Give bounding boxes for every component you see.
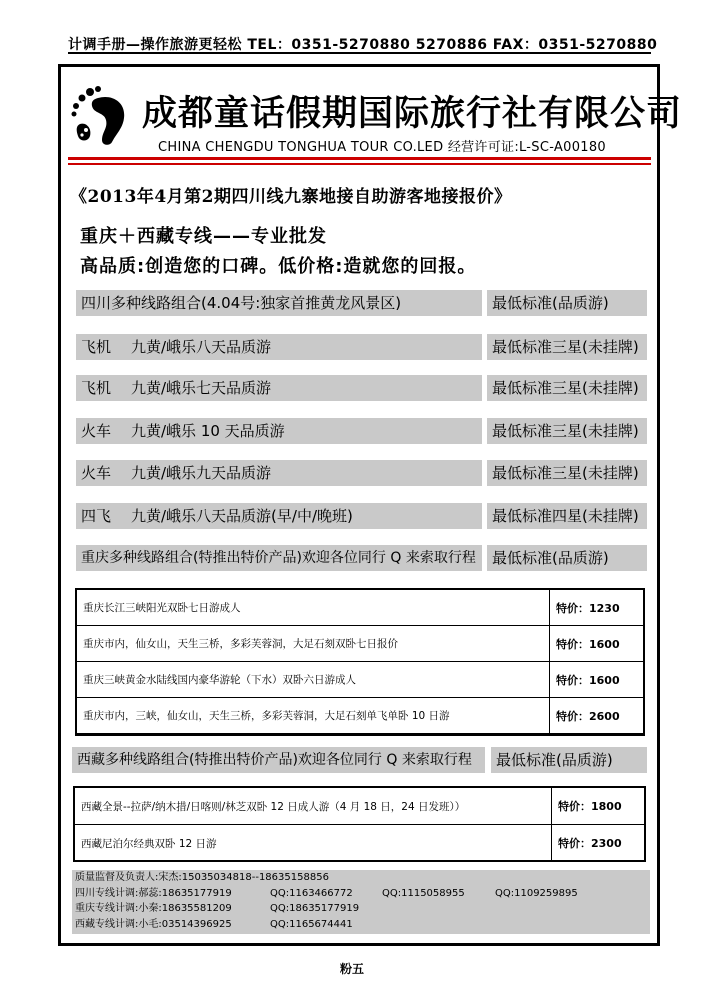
table-row — [75, 788, 645, 825]
header-contact-line: 计调手册—操作旅游更轻松 TEL：0351-5270880 5270886 FAX：0351-5270880 — [68, 34, 651, 54]
route-label: 九黄/峨乐九天品质游 — [131, 464, 272, 482]
price-cell: 特价：1230 — [550, 590, 644, 626]
contact-qq: QQ:18635177919 — [270, 903, 360, 914]
sichuan-row — [76, 334, 482, 360]
contact-qq: QQ:1165674441 — [270, 918, 353, 930]
contact-qq: QQ:1115058955 — [382, 887, 465, 899]
sichuan-row-std: 最低标准三星(未挂牌) — [487, 418, 647, 444]
price-cell: 特价：1600 — [550, 626, 644, 662]
contact-line: 西藏专线计调:小毛:03514396925 — [75, 918, 232, 930]
price-cell: 特价：1800 — [552, 788, 645, 825]
slogan-line-1: 重庆＋西藏专线——专业批发 — [80, 226, 327, 247]
transport-label: 四飞 — [81, 507, 112, 525]
contact-qq: QQ:1109259895 — [495, 887, 578, 899]
route-cell: 重庆市内，三峡，仙女山，天生三桥，多彩芙蓉洞，大足石刻单飞单卧 10 日游 — [77, 698, 550, 734]
tibet-price-table — [74, 787, 645, 862]
company-name: 成都童话假期国际旅行社有限公司 — [142, 93, 683, 134]
chongqing-heading: 重庆多种线路组合(特推出特价产品)欢迎各位同行 Q 来索取行程 — [76, 545, 482, 571]
sichuan-heading: 四川多种线路组合(4.04号:独家首推黄龙风景区) — [76, 290, 482, 316]
page-footer: 粉五 — [340, 962, 365, 976]
sichuan-row — [76, 503, 482, 529]
price-cell: 特价：2300 — [552, 825, 645, 862]
sichuan-row-std: 最低标准三星(未挂牌) — [487, 334, 647, 360]
route-label: 九黄/峨乐八天品质游(早/中/晚班) — [131, 507, 353, 525]
chongqing-price-table — [76, 589, 644, 734]
table-row — [77, 698, 644, 734]
red-divider — [68, 163, 651, 165]
contact-row — [72, 886, 650, 902]
transport-label: 飞机 — [81, 379, 112, 397]
contact-line: 重庆专线计调:小秦:18635581209 — [75, 903, 232, 914]
tibet-heading: 西藏多种线路组合(特推出特价产品)欢迎各位同行 Q 来索取行程 — [72, 747, 485, 773]
contact-qq: QQ:1163466772 — [270, 887, 353, 899]
red-divider — [68, 157, 651, 160]
route-label: 九黄/峨乐七天品质游 — [131, 379, 272, 397]
contact-row — [72, 870, 650, 886]
company-english-name: CHINA CHENGDU TONGHUA TOUR CO.LED 经营许可证:L-SC-A00180 — [158, 140, 606, 155]
sichuan-row-std: 最低标准三星(未挂牌) — [487, 375, 647, 401]
sichuan-row — [76, 460, 482, 486]
supervisor-contact: 质量监督及负责人:宋杰:15035034818--18635158856 — [75, 872, 329, 883]
route-cell: 重庆三峡黄金水陆线国内豪华游轮（下水）双卧六日游成人 — [77, 662, 550, 698]
table-row — [77, 662, 644, 698]
contact-row — [72, 901, 650, 917]
page-title: 《2013年4月第2期四川线九寨地接自助游客地接报价》 — [70, 187, 512, 207]
route-label: 九黄/峨乐八天品质游 — [131, 338, 272, 356]
contact-row — [72, 917, 650, 933]
table-row — [75, 825, 645, 862]
route-cell: 西藏全景--拉萨/纳木措/日喀则/林芝双卧 12 日成人游（4 月 18 日，24 日发班）） — [75, 788, 552, 825]
route-cell: 西藏尼泊尔经典双卧 12 日游 — [75, 825, 552, 862]
transport-label: 火车 — [81, 422, 112, 440]
tibet-heading-std: 最低标准(品质游) — [491, 747, 647, 773]
contact-line: 四川专线计调:郝蕊:18635177919 — [75, 887, 232, 899]
table-row — [77, 626, 644, 662]
transport-label: 飞机 — [81, 338, 112, 356]
sichuan-row-std: 最低标准三星(未挂牌) — [487, 460, 647, 486]
footprint-logo-icon — [68, 84, 136, 146]
price-cell: 特价：1600 — [550, 662, 644, 698]
price-cell: 特价：2600 — [550, 698, 644, 734]
sichuan-row — [76, 418, 482, 444]
sichuan-row — [76, 375, 482, 401]
sichuan-heading-std: 最低标准(品质游) — [487, 290, 647, 316]
chongqing-heading-std: 最低标准(品质游) — [487, 545, 647, 571]
slogan-line-2: 高品质:创造您的口碑。低价格:造就您的回报。 — [80, 256, 477, 277]
sichuan-row-std: 最低标准四星(未挂牌) — [487, 503, 647, 529]
table-row — [77, 590, 644, 626]
transport-label: 火车 — [81, 464, 112, 482]
contact-block — [72, 870, 650, 934]
route-cell: 重庆市内，仙女山，天生三桥，多彩芙蓉洞，大足石刻双卧七日报价 — [77, 626, 550, 662]
route-label: 九黄/峨乐 10 天品质游 — [131, 422, 285, 440]
route-cell: 重庆长江三峡阳光双卧七日游成人 — [77, 590, 550, 626]
